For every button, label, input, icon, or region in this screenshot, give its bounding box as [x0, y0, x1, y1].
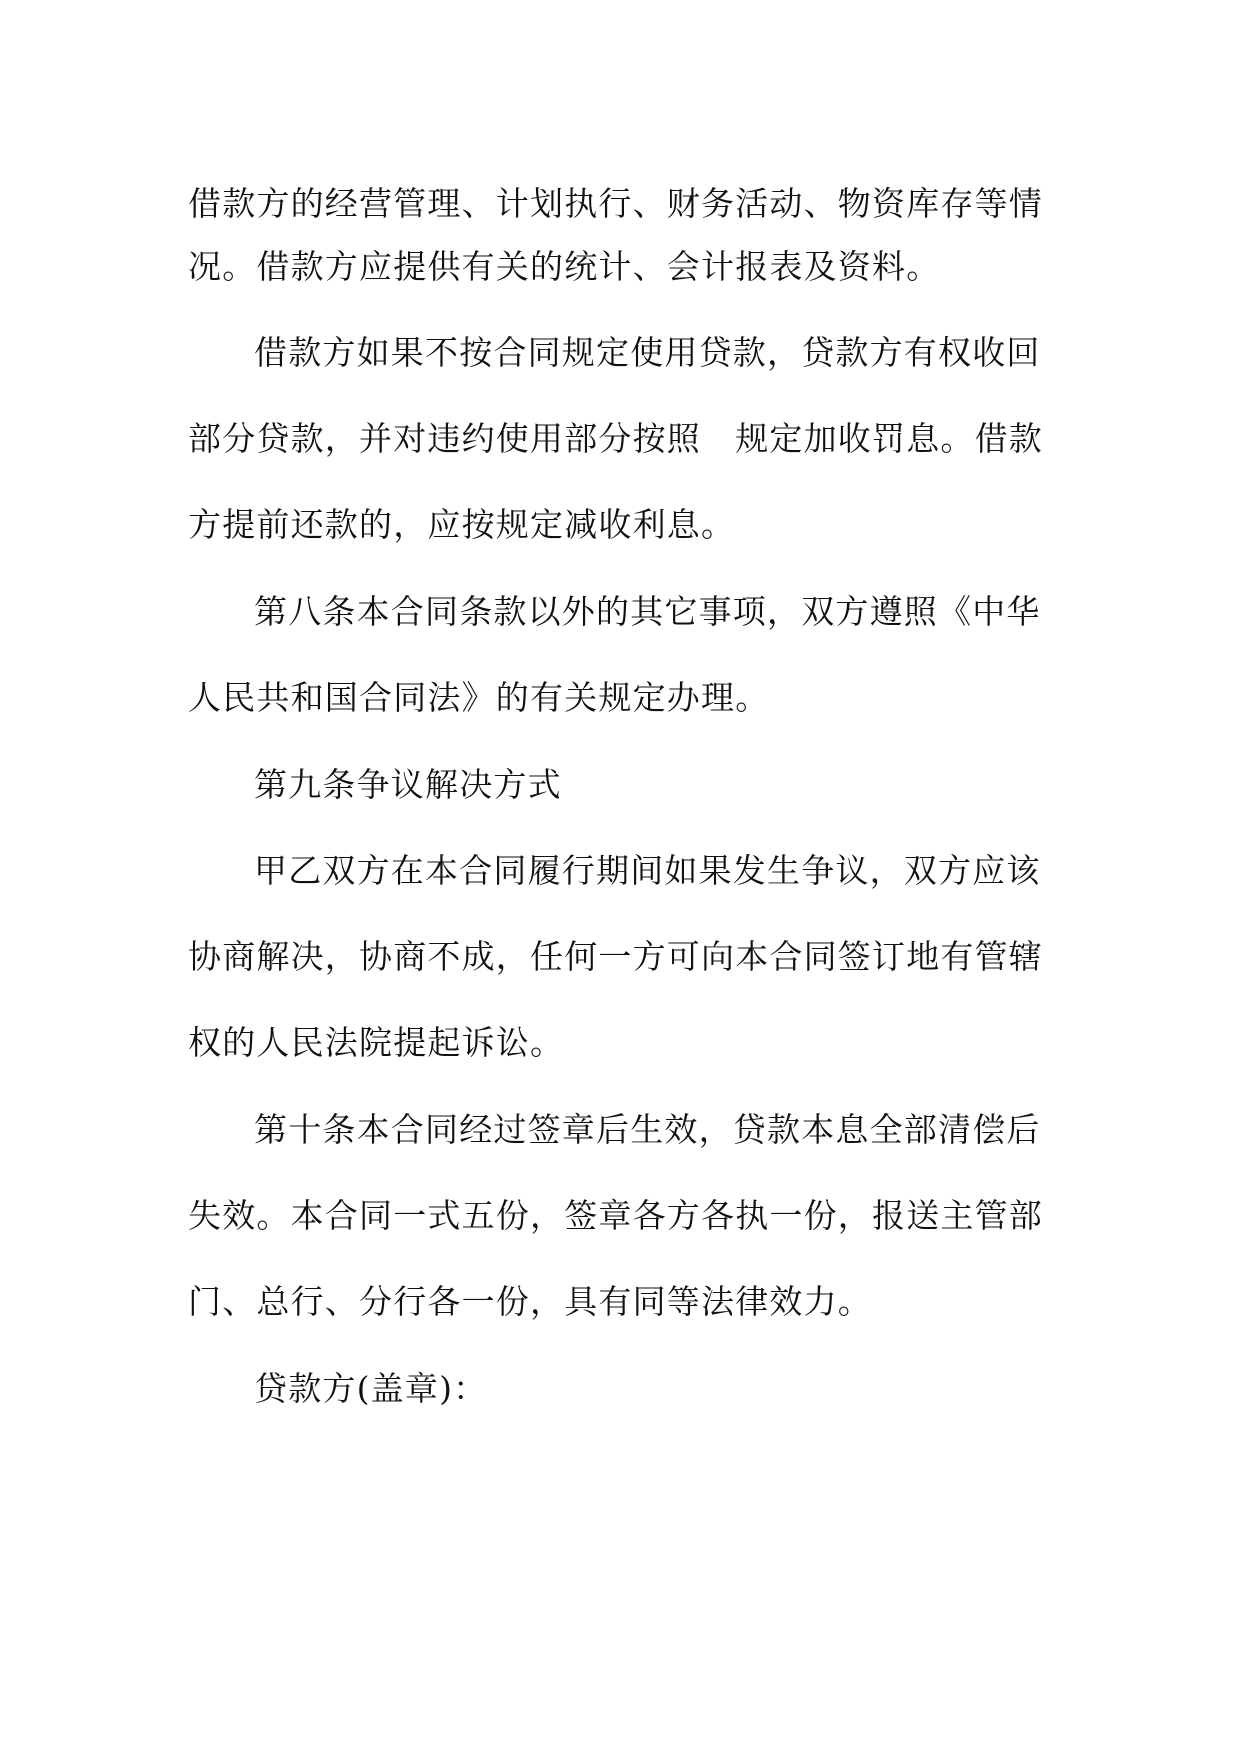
- text-line: 况。借款方应提供有关的统计、会计报表及资料。: [188, 247, 941, 286]
- text-line: 人民共和国合同法》的有关规定办理。: [188, 678, 770, 717]
- paragraph-start-line: 甲乙双方在本合同履行期间如果发生争议，双方应该: [254, 851, 1041, 890]
- text-line: 门、总行、分行各一份，具有同等法律效力。: [188, 1282, 872, 1321]
- article-8-line: 第八条本合同条款以外的其它事项，双方遵照《中华: [254, 592, 1041, 631]
- lender-seal-label: 贷款方(盖章)：: [254, 1369, 488, 1408]
- paragraph-start-line: 借款方如果不按合同规定使用贷款，贷款方有权收回: [254, 333, 1041, 372]
- text-line: 失效。本合同一式五份，签章各方各执一份，报送主管部: [188, 1196, 1043, 1235]
- article-9-heading: 第九条争议解决方式: [254, 765, 562, 804]
- text-line: 协商解决，协商不成，任何一方可向本合同签订地有管辖: [188, 937, 1043, 976]
- text-line: 权的人民法院提起诉讼。: [188, 1023, 565, 1062]
- article-10-line: 第十条本合同经过签章后生效，贷款本息全部清偿后: [254, 1110, 1041, 1149]
- text-line: 借款方的经营管理、计划执行、财务活动、物资库存等情: [188, 184, 1043, 223]
- text-line: 方提前还款的，应按规定减收利息。: [188, 505, 736, 544]
- text-line: 部分贷款，并对违约使用部分按照 规定加收罚息。借款: [188, 419, 1043, 458]
